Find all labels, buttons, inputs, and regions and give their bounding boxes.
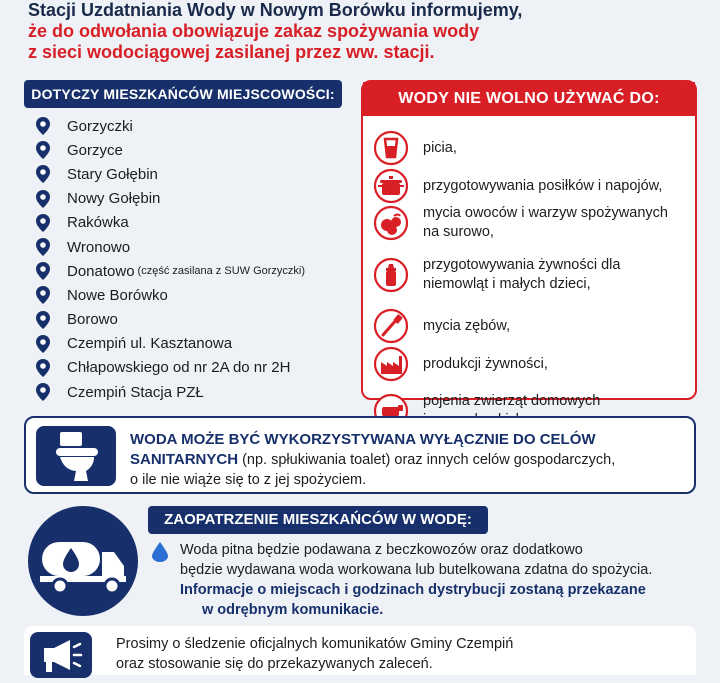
ban-item xyxy=(373,204,689,242)
baby-bottle-icon xyxy=(373,257,409,293)
megaphone-icon-badge xyxy=(30,632,92,678)
notice-line-1: Prosimy o śledzenie oficjalnych komunikatów Gminy Czempiń xyxy=(116,636,514,652)
location-pin-icon xyxy=(36,383,50,401)
ban-line-1: mycia zębów, xyxy=(423,317,511,334)
pot-icon xyxy=(373,168,409,204)
location-pin-icon xyxy=(36,117,50,135)
location-pin-icon xyxy=(36,335,50,353)
notice-line-2: oraz stosowanie się do przekazywanych zaleceń. xyxy=(116,656,433,672)
toothbrush-icon xyxy=(373,308,409,344)
location-pin-icon xyxy=(36,262,50,280)
ban-line-1: picia, xyxy=(423,139,457,156)
sanitary-highlight-2: SANITARNYCH xyxy=(130,451,239,468)
location-pin-icon xyxy=(36,165,50,183)
place-item xyxy=(36,162,356,186)
location-pin-icon xyxy=(36,190,50,208)
intro-line-1: Stacji Uzdatniania Wody w Nowym Borówku informujemy, xyxy=(28,0,523,20)
place-name: Nowe Borówko xyxy=(67,286,168,304)
water-truck-icon xyxy=(28,506,138,616)
place-item xyxy=(36,356,356,380)
supply-info-1: Informacje o miejscach i godzinach dystrybucji zostaną przekazane xyxy=(180,582,646,598)
supply-info-2: w odrębnym komunikacie. xyxy=(202,602,384,618)
supply-body xyxy=(152,540,692,620)
ban-line-1: przygotowywania żywności dla xyxy=(423,257,621,273)
ban-line-1: pojenia zwierząt domowych xyxy=(423,393,601,409)
place-item xyxy=(36,187,356,211)
location-pin-icon xyxy=(36,359,50,377)
ban-line-1: mycia owoców i warzyw spożywanych xyxy=(423,205,668,221)
ban-line-2: na surowo, xyxy=(423,224,494,240)
ban-text xyxy=(423,355,548,374)
notice-text xyxy=(116,634,686,674)
place-note: (część zasilana z SUW Gorzyczki) xyxy=(137,265,306,278)
place-item xyxy=(36,308,356,332)
ban-text xyxy=(423,177,662,196)
place-name: Gorzyczki xyxy=(67,117,133,135)
sanitary-box xyxy=(24,416,696,494)
place-name: Wronowo xyxy=(67,238,131,256)
intro-line-2 xyxy=(28,21,688,42)
sanitary-highlight-1: WODA MOŻE BYĆ WYKORZYSTYWANA WYŁĄCZNIE DO CELÓW xyxy=(130,431,596,448)
ban-text xyxy=(423,139,457,158)
fruit-icon xyxy=(373,205,409,241)
ban-text xyxy=(423,256,620,294)
ban-item xyxy=(373,168,689,204)
place-name: Chłapowskiego od nr 2A do nr 2H xyxy=(67,359,291,377)
place-item xyxy=(36,332,356,356)
place-item xyxy=(36,211,356,235)
location-pin-icon xyxy=(36,214,50,232)
place-item xyxy=(36,235,356,259)
notice-box xyxy=(24,626,696,675)
ban-text xyxy=(423,204,668,242)
intro-text xyxy=(28,0,688,63)
place-name: Stary Gołębin xyxy=(67,165,158,183)
places-header: DOTYCZY MIESZKAŃCÓW MIEJSCOWOŚCI: xyxy=(24,80,342,108)
supply-header: ZAOPATRZENIE MIESZKAŃCÓW W WODĘ: xyxy=(148,506,488,534)
place-name: Czempiń ul. Kasztanowa xyxy=(67,335,233,353)
glass-icon xyxy=(373,130,409,166)
ban-item xyxy=(373,346,689,382)
place-name: Nowy Gołębin xyxy=(67,190,161,208)
ban-header: WODY NIE WOLNO UŻYWAĆ DO: xyxy=(363,82,695,116)
ban-item xyxy=(373,256,689,294)
ban-text xyxy=(423,317,510,336)
sanitary-text xyxy=(130,430,686,490)
intro-line-2-red: do odwołania obowiązuje zakaz spożywania wody xyxy=(52,21,480,41)
place-item xyxy=(36,138,356,162)
place-name: Donatowo xyxy=(67,262,135,280)
place-item xyxy=(36,114,356,138)
supply-section xyxy=(20,500,696,622)
ban-line-2: niemowląt i małych dzieci, xyxy=(423,276,591,292)
megaphone-icon xyxy=(30,632,92,678)
supply-line-1: Woda pitna będzie podawana z beczkowozów oraz dodatkowo xyxy=(180,542,583,558)
place-item xyxy=(36,380,356,404)
supply-line-2: będzie wydawana woda workowana lub butelkowana zdatna do spożycia. xyxy=(180,562,653,578)
place-name: Gorzyce xyxy=(67,141,123,159)
ban-line-1: produkcji żywności, xyxy=(423,355,548,372)
location-pin-icon xyxy=(36,238,50,256)
location-pin-icon xyxy=(36,141,50,159)
ban-item xyxy=(373,130,689,166)
intro-line-3: z sieci wodociągowej zasilanej przez ww. stacji. xyxy=(28,42,435,62)
water-truck-icon-badge xyxy=(28,506,138,616)
water-drop-icon xyxy=(152,542,168,562)
location-pin-icon xyxy=(36,286,50,304)
factory-icon xyxy=(373,346,409,382)
ban-item xyxy=(373,308,689,344)
place-name: Rakówka xyxy=(67,214,129,232)
sanitary-rest-1: (np. spłukiwania toalet) oraz innych celów gospodarczych, xyxy=(238,452,616,468)
ban-box xyxy=(361,80,697,409)
location-pin-icon xyxy=(36,311,50,329)
toilet-icon-badge xyxy=(36,426,116,486)
ban-line-1: przygotowywania posiłków i napojów, xyxy=(423,177,663,194)
sanitary-rest-2: o ile nie wiąże się to z jej spożyciem. xyxy=(130,472,367,488)
place-name: Borowo xyxy=(67,311,118,329)
toilet-icon xyxy=(36,426,116,486)
place-name: Czempiń Stacja PZŁ xyxy=(67,383,204,401)
intro-line-2-prefix: że xyxy=(28,21,53,41)
places-list xyxy=(36,114,356,404)
place-item xyxy=(36,283,356,307)
place-item xyxy=(36,259,356,283)
